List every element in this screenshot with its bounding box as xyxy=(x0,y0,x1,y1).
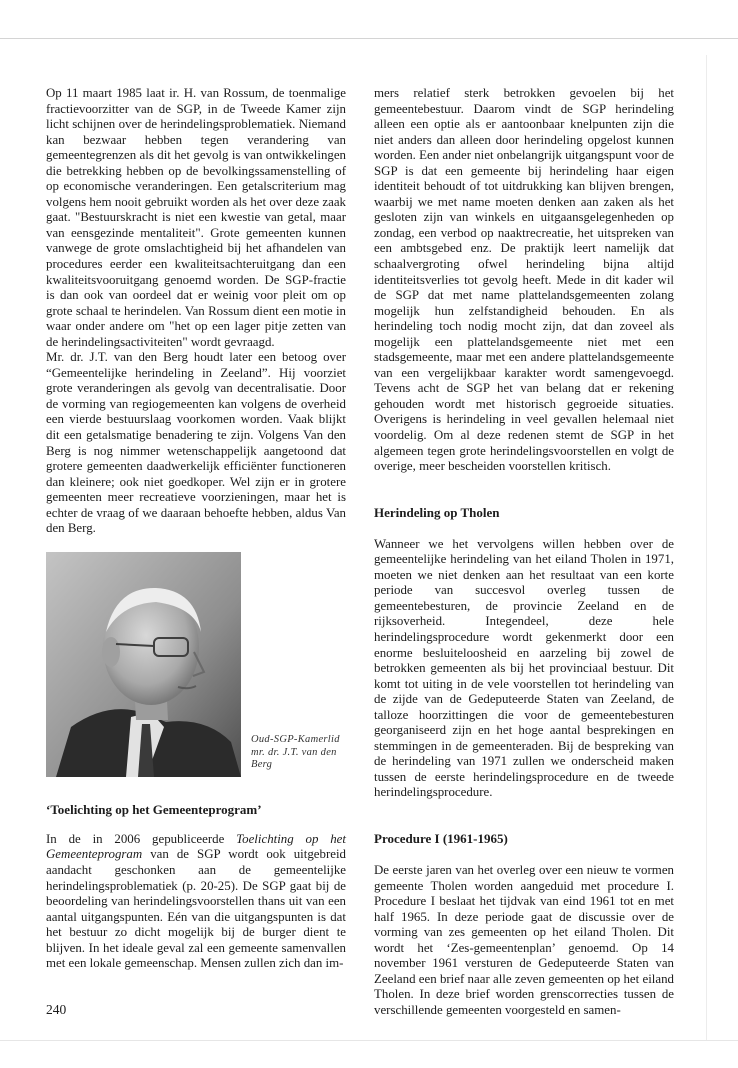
portrait-figure xyxy=(46,552,346,782)
page-right-edge xyxy=(706,55,707,1040)
intro-paragraph: Op 11 maart 1985 laat ir. H. van Rossum, de toenmalige fractievoorzitter van de SGP, in de Tweede Kamer zijn licht schijnen over de herindelingsproblematiek. Niemand kan bezwaar hebben tegen verandering van gemeentegrenzen als dit het gevolg is van ontwikkelingen die betrekking hebben op de bevolkingssamenstelling of op economische veranderingen. Een getalscriterium mag volgens hem nooit gebruikt worden als het over deze zaak gaat. "Bestuurskracht is niet een kwestie van getal, maar van eensgezinde mentaliteit". Grote gemeenten kunnen vanwege de grote omslachtigheid bij het afhandelen van procedures eerder een kwaliteitsachteruitgang dan een kwaliteitsvooruitgang genoemd worden. De SGP-fractie is dan ook van oordeel dat er weinig voor pleit om op grote schaal te herindelen. Van Rossum dient een motie in waar onder andere om "het op een lager pitje zetten van de herindelingsactiviteiten" wordt gevraagd. xyxy=(46,86,346,349)
toelichting-title: Toelichting op het Gemeenteprogram xyxy=(46,831,346,862)
right-column xyxy=(374,86,674,1018)
toelichting-paragraph xyxy=(46,832,346,972)
section-heading-procedure: Procedure I (1961-1965) xyxy=(374,830,508,846)
page-top-edge xyxy=(0,38,738,39)
procedure-paragraph: De eerste jaren van het overleg over een nieuw te vormen gemeente Tholen worden aangeduid met procedure I. Procedure I beslaat het tijdvak van eind 1961 tot en met half 1965. In deze periode gaat de discussie over de vorming van zes gemeenten op het eiland Tholen. Dit wordt het ‘Zes-gemeentenplan’ genoemd. Op 14 november 1961 versturen de Gedeputeerde Staten van Zeeland een brief naar alle zeven gemeenten op het eiland Tholen. In deze brief worden grenscorrecties tussen de verschillende gemeenten voorgesteld en samen- xyxy=(374,862,674,1017)
section-heading-toelichting: ‘Toelichting op het Gemeenteprogram’ xyxy=(46,801,262,817)
page-number: 240 xyxy=(46,1002,67,1017)
toelichting-text-post: van de SGP wordt ook uitgebreid aandacht geschonken aan de gemeentelijke herindelingsproblematiek (p. 20-25). De SGP gaat bij de beoordeling van herindelingsvoorstellen thans uit van een aantal uitgangspunten. Eén van die uitgangspunten is dat het bestuur zo dicht mogelijk bij de burger dient te blijven. In het ideale geval zal een gemeente samenvallen met een lokale gemeenschap. Mensen zullen zich dan im- xyxy=(46,847,346,971)
left-column xyxy=(46,86,346,972)
page-bottom-edge xyxy=(0,1040,738,1041)
photo-caption: Oud-SGP-Kamerlid mr. dr. J.T. van den Berg xyxy=(251,734,340,771)
portrait-photo xyxy=(46,552,241,777)
portrait-illustration xyxy=(46,552,241,777)
continued-paragraph: mers relatief sterk betrokken gevoelen bij het gemeentebestuur. Daarom vindt de SGP herindeling alleen een optie als er aantoonbaar knelpunten zijn die niet anders dan alleen door herindeling opgelost kunnen worden. Een ander niet onbelangrijk uitgangspunt voor de SGP is dat een gemeente bij herindeling haar eigen identiteit behoudt of tot uitdrukking kan blijven brengen, waarbij we met name moeten denken aan zaken als het gesloten zijn van winkels en uitgaansgelegenheden op zondag, een verbod op naaktrecreatie, het uitspreken van een ambtsgebed enz. De praktijk leert namelijk dat schaalvergroting ofwel herindeling bijna altijd identiteitsverlies tot gevolg heeft. Mede in dit kader wil de SGP dat met name plattelandsgemeenten zolang mogelijk hun zelfstandigheid behouden. En als herindeling toch nodig mocht zijn, dat dan zoveel als mogelijk een plattelandsgemeente niet met een stadsgemeente, maar met een andere plattelandsgemeente van een vergelijkbaar karakter wordt samengevoegd. Tevens acht de SGP het van belang dat er rekening gehouden wordt met historisch gegroeide situaties. Overigens is herindeling in veel gevallen helemaal niet voordelig. Om al deze redenen stemt de SGP in het algemeen tegen grote herindelingsvoorstellen en volgt de overige, meer bescheiden voorstellen kritisch. xyxy=(374,86,674,474)
berg-paragraph: Mr. dr. J.T. van den Berg houdt later een betoog over “Gemeentelijke herindeling in Zeeland”. Hij voorziet grote veranderingen als gevolg van decentralisatie. Door de vorming van regiogemeenten kan volgens de overheid een vierde bestuurslaag voorkomen worden. Vaak blijkt dit een getalsmatige benadering te zijn. Volgens Van den Berg is nog nimmer wetenschappelijk aangetoond dat grotere gemeenten daadwerkelijk efficiënter functioneren dan kleinere; ook niet goedkoper. Wel zijn er in grotere gemeenten meer recreatieve voorzieningen, maar het is echter de vraag of we daaraan behoefte hebben, aldus Van den Berg. xyxy=(46,350,346,536)
tholen-paragraph: Wanneer we het vervolgens willen hebben over de gemeentelijke herindeling van het eiland Tholen in 1971, moeten we niet denken aan het resultaat van een korte periode van succesvol overleg tussen de gemeentebesturen, de provincie Zeeland en de rijksoverheid. Integendeel, deze hele herindelingsprocedure wordt gekenmerkt door een enorme besluiteloosheid en aarzeling bij zowel de betrokken gemeenten als bij het provinciaal bestuur. Dit komt tot uiting in de vele voorstellen tot herindeling van de zijde van de Gedeputeerde Staten van Zeeland, de talloze hoorzittingen die voor de gemeentebesturen georganiseerd zijn en het hoge aantal besprekingen en stemmingen in de gemeenteraden. Bij de bespreking van de herindeling van 1971 zullen we onderscheid maken tussen de eerste herindelingsprocedure en de tweede herindelingsprocedure. xyxy=(374,536,674,800)
section-heading-tholen: Herindeling op Tholen xyxy=(374,504,500,520)
toelichting-text-pre: In de in 2006 gepubliceerde xyxy=(46,831,237,846)
